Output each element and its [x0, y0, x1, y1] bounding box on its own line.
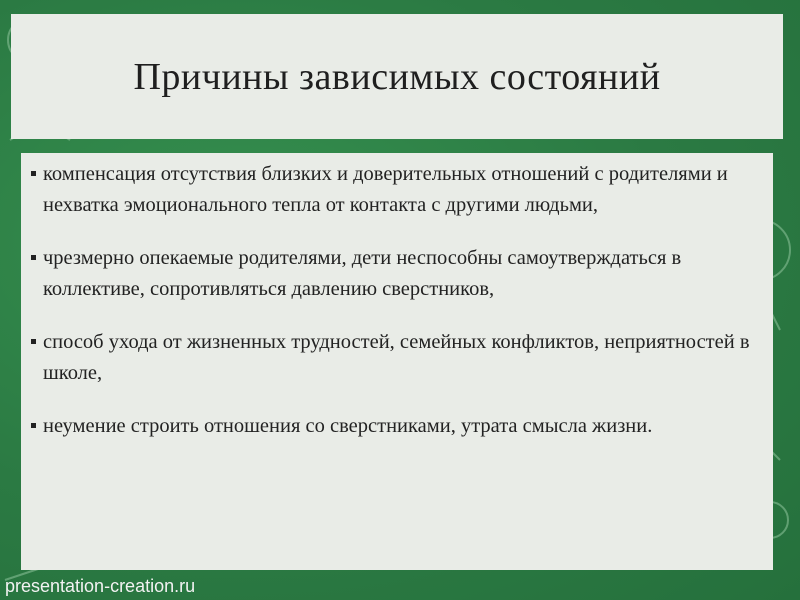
bullet-text: чрезмерно опекаемые родителями, дети неспособны самоутверждаться в коллективе, сопротивляться давлению сверстников, [43, 247, 682, 300]
bullet-text: способ ухода от жизненных трудностей, семейных конфликтов, неприятностей в школе, [43, 331, 750, 384]
bullet-item [31, 327, 759, 389]
bullet-item [31, 411, 759, 442]
bullet-square-icon [31, 339, 36, 344]
footer-source: presentation-creation.ru [5, 576, 196, 596]
title-panel [11, 14, 783, 139]
bullet-text: компенсация отсутствия близких и доверительных отношений с родителями и нехватка эмоционального тепла от контакта с другими людьми, [43, 163, 728, 216]
bullet-square-icon [31, 255, 36, 260]
bullet-text: неумение строить отношения со сверстниками, утрата смысла жизни. [43, 415, 653, 437]
slide-title: Причины зависимых состояний [133, 55, 661, 98]
bullet-item [31, 243, 759, 305]
bullet-item [31, 159, 759, 221]
bullet-square-icon [31, 171, 36, 176]
bullet-square-icon [31, 423, 36, 428]
content-panel [21, 153, 773, 570]
